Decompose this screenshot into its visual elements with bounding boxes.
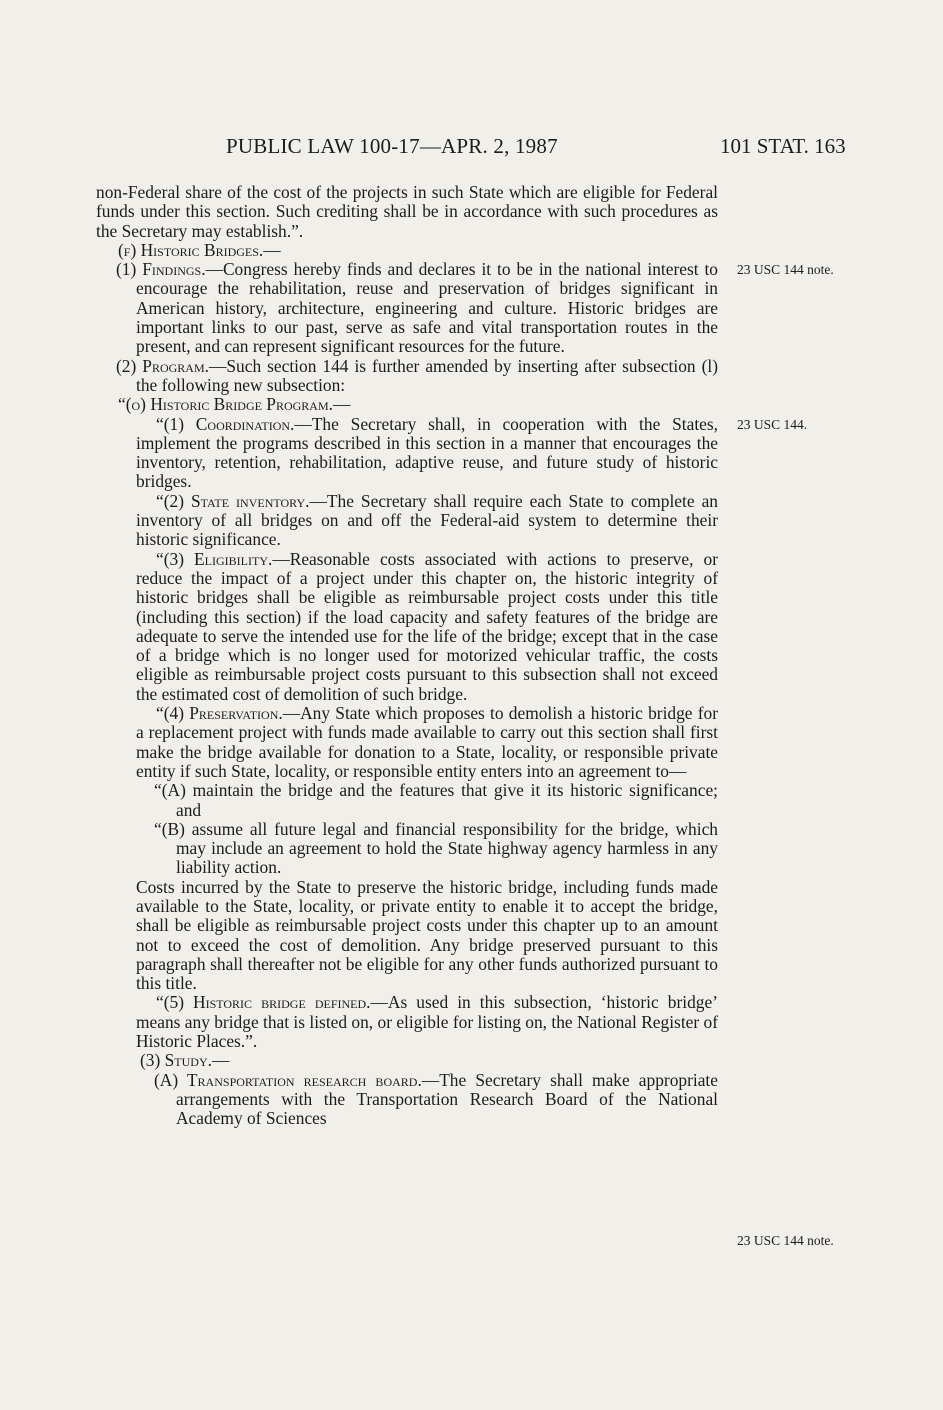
subsection-o-3-eligibility: [96, 550, 718, 704]
paragraph-3-A-heading: (A) Transportation research board.: [154, 1069, 422, 1090]
paragraph-2-body: —Such section 144 is further amended by inserting after subsection (l) the following new subsection:: [136, 355, 718, 395]
paragraph-2-heading: (2) Program.: [116, 355, 209, 376]
running-header: [0, 134, 943, 164]
paragraph-1-heading: (1) Findings.: [116, 259, 206, 280]
subsection-o-4-heading: “(4) Preservation.: [156, 703, 283, 724]
subsection-o-5-heading: “(5) Historic bridge defined.: [156, 992, 371, 1013]
subsection-o-heading: [96, 395, 718, 414]
subsection-o-5-body: —As used in this subsection, ‘historic bridge’ means any bridge that is listed on, or eligible for listing on, the National Register of Historic Places.”.: [136, 992, 718, 1052]
paragraph-3-study: [96, 1051, 718, 1070]
paragraph-3-A-transportation-research-board: [96, 1071, 718, 1129]
paragraph-3-A-body: —The Secretary shall make appropriate arrangements with the Transportation Research Board of the National Academy of Sciences: [176, 1069, 718, 1129]
subsection-o-2-state-inventory: [96, 492, 718, 550]
subsection-o-5-historic-bridge-defined: [96, 993, 718, 1051]
subsection-o-1-body: —The Secretary shall, in cooperation with the States, implement the programs described in this section in a manner that encourages the inventory, retention, rehabilitation, adaptive reuse, and future study of historic bridges.: [136, 413, 718, 492]
paragraph-continuation: non-Federal share of the cost of the projects in such State which are eligible for Federal funds under this section. Such crediting shall be in accordance with such procedures as the Secretary may establish.”.: [96, 182, 718, 241]
margin-note-f: 23 USC 144 note.: [737, 262, 834, 277]
paragraph-2-program: [96, 357, 718, 396]
subsection-o-2-heading: “(2) State inventory.: [156, 490, 310, 511]
subsection-o-4-A: “(A) maintain the bridge and the features that give it its historic significance; and: [154, 780, 718, 820]
subsection-o-1-heading: “(1) Coordination.: [156, 413, 295, 434]
section-f-heading-text: (f) Historic Bridges.—: [118, 239, 281, 260]
margin-note-2: 23 USC 144.: [737, 417, 808, 432]
subsection-o-2-body: —The Secretary shall require each State to complete an inventory of all bridges on and off the Federal-aid system to determine their historic significance.: [136, 490, 718, 550]
subsection-o-1-coordination: [96, 415, 718, 492]
subsection-o-4-body: —Any State which proposes to demolish a historic bridge for a replacement project with funds made available to carry out this section shall first make the bridge available for donation to a State, locality, or responsible private entity if such State, locality, or responsible entity enters into an agreement to—: [136, 703, 718, 781]
body-text: [96, 183, 718, 1129]
paragraph-1-findings: [96, 260, 718, 356]
margin-note-3a: 23 USC 144 note.: [737, 1233, 834, 1248]
subsection-o-4-preservation: [96, 704, 718, 781]
header-page-number: 101 STAT. 163: [720, 134, 846, 158]
subsection-o-heading-text: “(o) Historic Bridge Program.—: [118, 394, 351, 415]
subsection-o-4-tail: Costs incurred by the State to preserve the historic bridge, including funds made available to the State, locality, or private entity to enable it to accept the bridge, shall be eligible as reimbursable project costs under this chapter up to an amount not to exceed the cost of demolition. Any bridge preserved pursuant to this paragraph shall thereafter not be eligible for any other funds authorized pursuant to this title.: [136, 876, 718, 994]
subsection-o-3-heading: “(3) Eligibility.: [156, 548, 273, 569]
paragraph-3-heading: (3) Study.—: [140, 1050, 230, 1071]
header-title: PUBLIC LAW 100-17—APR. 2, 1987: [226, 134, 558, 158]
subsection-o-3-body: —Reasonable costs associated with actions to preserve, or reduce the impact of a project under this chapter on, the historic integrity of historic bridges shall be eligible as reimbursable project costs under this title (including this section) if the load capacity and safety features of the bridge are adequate to serve the intended use for the life of the bridge; except that in the case of a bridge which is no longer used for motorized vehicular traffic, the costs eligible as reimbursable project costs pursuant to this subsection shall not exceed the estimated cost of demolition of such bridge.: [136, 548, 718, 704]
section-f-heading: [96, 241, 718, 260]
subsection-o-4-B: “(B) assume all future legal and financial responsibility for the bridge, which may include an agreement to hold the State highway agency harmless in any liability action.: [154, 818, 718, 878]
paragraph-1-body: —Congress hereby finds and declares it to be in the national interest to encourage the rehabilitation, reuse and preservation of bridges significant in American history, architecture, engineering and culture. Historic bridges are important links to our past, serve as safe and vital transportation routes in the present, and can represent significant resources for the future.: [136, 259, 718, 357]
